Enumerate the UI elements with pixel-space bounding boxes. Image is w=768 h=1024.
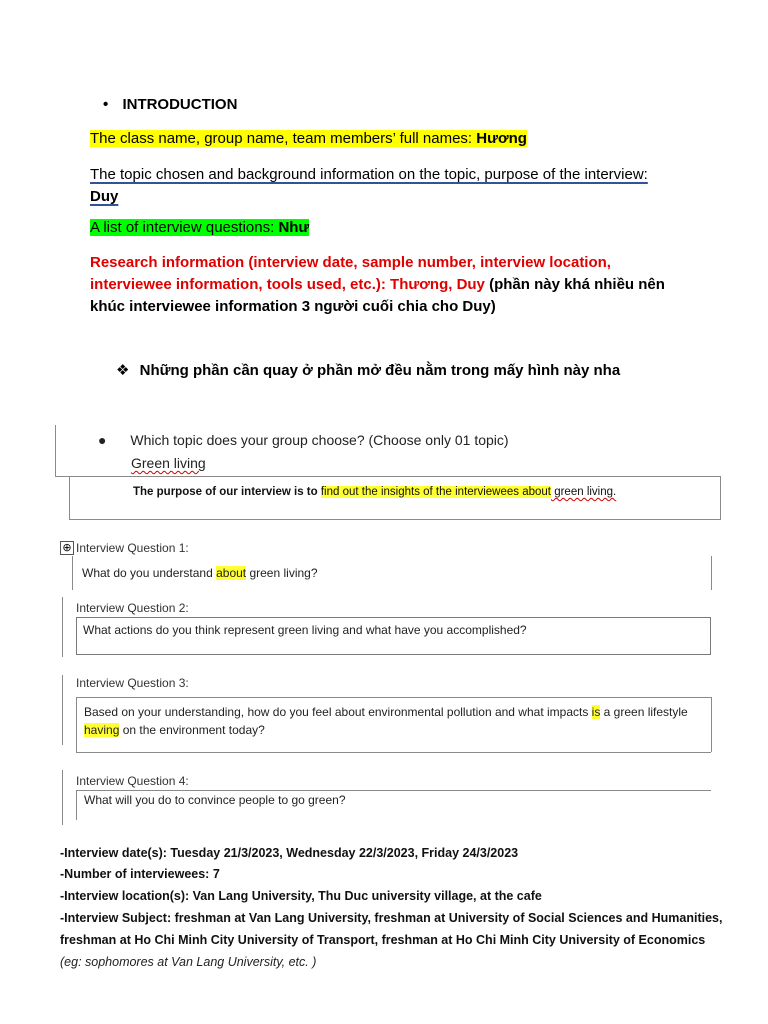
q3-before: Based on your understanding, how do you feel about environmental pollution and what impacts [84, 705, 592, 719]
q1-before: What do you understand [82, 566, 217, 580]
q4-text: What will you do to convince people to go green? [84, 793, 346, 807]
questions-line-text: A list of interview questions: [90, 219, 279, 236]
topic-line [90, 164, 650, 208]
q1-after: green living? [246, 566, 318, 580]
info-subject-2: freshman at Ho Chi Minh City University of Transport, freshman at Ho Chi Minh City University of Economics [60, 933, 706, 947]
diamond-bullet-icon: ❖ [116, 362, 130, 379]
info-date: -Interview date(s): Tuesday 21/3/2023, Wednesday 22/3/2023, Friday 24/3/2023 [60, 846, 519, 860]
topic-bullet-icon: ● [98, 432, 107, 448]
research-line-text: Research information (interview date, sample number, interview location, interviewee information, tools used, etc.): Thương, Duy [90, 254, 611, 293]
frame-line [711, 556, 712, 590]
frame-line [62, 675, 63, 745]
info-location: -Interview location(s): Van Lang University, Thu Duc university village, at the cafe [60, 889, 542, 903]
bullet-icon: • [103, 96, 109, 113]
purpose-line [133, 486, 616, 498]
frame-line [62, 597, 63, 657]
q4-label: Interview Question 4: [76, 774, 189, 788]
info-example: (eg: sophomores at Van Lang University, etc. ) [60, 955, 317, 969]
q1-label: Interview Question 1: [76, 541, 189, 555]
quay-note-text: Những phần cần quay ở phần mở đều nằm trong mấy hình này nha [139, 362, 621, 379]
q3-highlight-is: is [591, 705, 601, 719]
frame-line [55, 425, 56, 477]
frame-line [62, 770, 63, 825]
frame-line [711, 697, 712, 752]
info-subject-1: -Interview Subject: freshman at Van Lang University, freshman at University of Social Sciences and Humanities, [60, 911, 723, 925]
research-note: (phần này khá nhiều nên khúc interviewee information 3 người cuối chia cho Duy) [90, 276, 665, 315]
research-line [90, 252, 670, 318]
move-handle-icon[interactable]: ⊕ [60, 541, 74, 555]
frame-line [69, 519, 721, 520]
purpose-before: The purpose of our interview is to [133, 486, 321, 498]
frame-line [72, 556, 73, 590]
q3-label: Interview Question 3: [76, 676, 189, 690]
topic-question-row [98, 432, 509, 448]
frame-line [76, 697, 711, 698]
frame-line [55, 476, 720, 477]
questions-owner: Như [278, 219, 310, 236]
q3-after: on the environment today? [119, 723, 265, 737]
q2-label: Interview Question 2: [76, 601, 189, 615]
q2-box [76, 617, 711, 655]
q3-mid: a green lifestyle [600, 705, 688, 719]
frame-line [76, 790, 77, 820]
purpose-after: green living. [551, 486, 617, 498]
intro-heading-row [103, 96, 237, 113]
q3-text [84, 703, 704, 739]
questions-line [90, 219, 309, 236]
q1-text [82, 566, 318, 580]
topic-answer: Green living [131, 455, 206, 471]
topic-question: Which topic does your group choose? (Choose only 01 topic) [130, 432, 509, 448]
purpose-highlight: find out the insights of the interviewees about [320, 486, 552, 498]
topic-owner: Duy [90, 188, 119, 205]
topic-line-text: The topic chosen and background information on the topic, purpose of the interview: [90, 166, 648, 183]
q1-highlight: about [216, 566, 247, 580]
quay-note [116, 361, 620, 379]
frame-line [76, 697, 77, 752]
q2-text: What actions do you think represent green living and what have you accomplished? [83, 623, 527, 637]
info-number: -Number of interviewees: 7 [60, 867, 220, 881]
frame-line [76, 752, 711, 753]
q3-highlight-having: having [84, 723, 120, 737]
frame-line [69, 476, 70, 520]
class-line [90, 130, 527, 147]
class-line-text: The class name, group name, team members’ full names: [90, 130, 477, 147]
frame-line [720, 476, 721, 520]
frame-line [76, 790, 711, 791]
intro-heading: INTRODUCTION [122, 96, 238, 113]
class-owner: Hương [476, 130, 527, 147]
